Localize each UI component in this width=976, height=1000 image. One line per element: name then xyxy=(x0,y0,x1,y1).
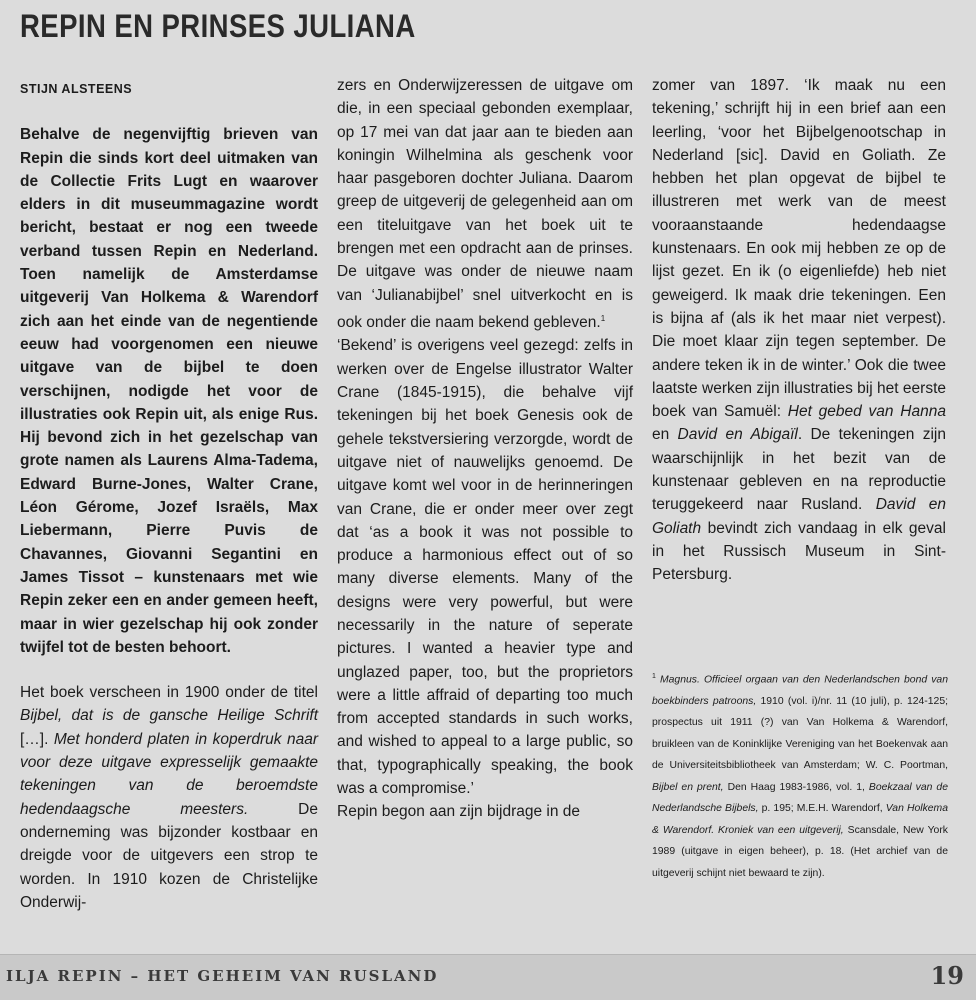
article-title: REPIN EN PRINSES JULIANA xyxy=(20,8,416,44)
page-footer xyxy=(0,954,976,1000)
footnote-number: 1 xyxy=(652,673,656,680)
footer-book-title: ILJA REPIN – HET GEHEIM VAN RUSLAND xyxy=(6,967,439,985)
footnote: $^1$ Magnus. Officieel orgaan van den Nederlandschen bond van boekbinders patroons, 1910 (vol. i)/nr. 11 (10 juli), p. 124-125; prospectus uit 1911 (?) van Van Holkema & Warendorf, bruikleen van de Koninklijke Vereniging van het Boekenvak aan de Universiteitsbibliotheek van Amsterdam; W. C. Poortman, Bijbel en prent, Den Haag 1983-1986, vol. 1, Boekzaal van de Nederlandsche Bijbels, p. 195; M.E.H. Warendorf, Van Holkema & Warendorf. Kroniek van een uitgeverij, Scansdale, New York 1989 (uitgave in eigen beheer), p. 18. (Het archief van de uitgeverij schijnt niet bewaard te zijn). xyxy=(652,673,948,879)
column-1 xyxy=(20,74,318,914)
paragraph-book-publication: Het boek verscheen in 1900 onder de titel Bijbel, dat is de gansche Heilige Schrift […]. Met honderd platen in koperdruk naar voor deze uitgave expresselijk gemaakte tekeningen van de beroemdste hedendaagsche meesters. De onderneming was bijzonder kostbaar en dreigde voor de uitgevers een strop te worden. In 1910 kozen de Christelijke Onderwij- xyxy=(20,684,318,911)
column-2 xyxy=(337,74,633,824)
author-name: STIJN ALSTEENS xyxy=(20,82,133,96)
paragraph-repin-begon: Repin begon aan zijn bijdrage in de xyxy=(337,803,581,821)
paragraph-walter-crane: ‘Bekend’ is overigens veel gezegd: zelfs in werken over de Engelse illustrator Walter Crane (1845-1915), die behalve vijf tekeningen bij het boek Genesis ook de gehele tekstversiering verzorgde, wordt de uitgave niet of nauwelijks genoemd. De uitgave komt wel voor in de herinneringen van Crane, die er onder meer over zegt dat ‘as a book it was not possible to produce a harmonious effect out of so many diverse elements. Many of the designs were very powerful, but were necessarily in the nature of seperate pictures. I wanted a heavier type and unglazed paper, too, but the proprietors were a little affraid of departing too much from accepted standards in such works, and wished to appeal to a large public, so that, typographically speaking, the book was a compromise.’ xyxy=(337,337,633,798)
footnote-reference: 1 xyxy=(600,313,606,323)
column-3 xyxy=(652,74,946,587)
paragraph-repin-letter: zomer van 1897. ‘Ik maak nu een tekening,’ schrijft hij in een brief aan een leerling, ‘voor het Bijbelgenootschap in Nederland [sic]. David en Goliath. Ze hebben het plan opgevat de bijbel te illustreren met werk van de meest vooraanstaande hedendaagse kunstenaars. En ook mij hebben ze op de lijst gezet. En ik (o eigenliefde) heb niet geweigerd. Ik maak drie tekeningen. Een is bijna af (als ik het maar niet verpest). Die moet klaar zijn tegen september. De andere teken ik in de winter.’ Ook die twee laatste werken zijn illustraties bij het eerste boek van Samuël: Het gebed van Hanna en David en Abigaïl. De tekeningen zijn waarschijnlijk in het bezit van de kunstenaar gebleven en na reproductie teruggekeerd naar Rusland. David en Goliath bevindt zich vandaag in elk geval in het Russisch Museum in Sint-Petersburg. xyxy=(652,77,946,584)
paragraph-julianabijbel: zers en Onderwijzeressen de uitgave om die, in een speciaal gebonden exemplaar, op 17 mei van dat jaar aan te bieden aan koningin Wilhelmina als geschenk voor haar pasgeboren dochter Juliana. Daarom greep de uitgeverij de gelegenheid aan om een titeluitgave van het boek uit te brengen met een opdracht aan de prinses. De uitgave was onder de nieuwe naam van ‘Julianabijbel’ snel uitverkocht en is ook onder die naam bekend gebleven.$^1$ xyxy=(337,77,633,332)
page-number: 19 xyxy=(930,961,964,990)
lead-paragraph: Behalve de negenvijftig brieven van Repin die sinds kort deel uitmaken van de Collectie Frits Lugt en waarover elders in dit museummagazine wordt bericht, bestaat er nog een tweede verband tussen Repin en Nederland. Toen namelijk de Amsterdamse uitgeverij Van Holkema & Warendorf zich aan het einde van de negentiende eeuw had voorgenomen een nieuwe uitgave van de bijbel te doen verschijnen, nodigde het voor de illustraties ook Repin uit, als enige Rus. Hij bevond zich in het gezelschap van grote namen als Laurens Alma-Tadema, Edward Burne-Jones, Walter Crane, Léon Gérome, Jozef Israëls, Max Liebermann, Pierre Puvis de Chavannes, Giovanni Segantini en James Tissot – kunstenaars met wie Repin zeker een en ander gemeen heeft, maar in wier gezelschap hij ook zonder twijfel tot de besten behoort. xyxy=(20,126,318,656)
